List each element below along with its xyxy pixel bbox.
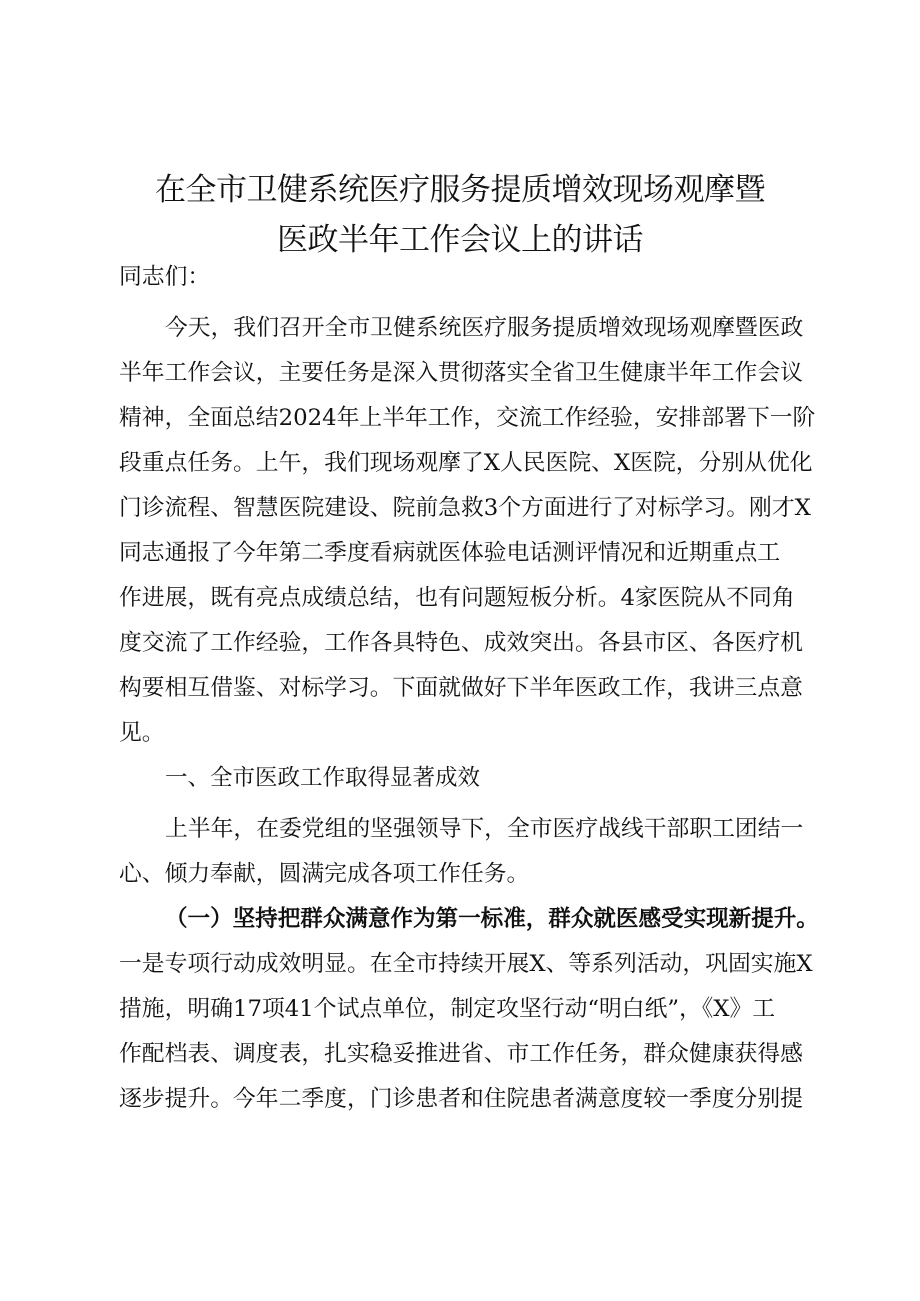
document-title-line-2: 医政半年工作会议上的讲话 [277,222,643,258]
paragraph-line: 心、倾力奉献，圆满完成各项工作任务。 [119,861,530,887]
paragraph-line: 措施，明确17项41个试点单位，制定攻坚行动“明白纸”，《X》工 [119,996,776,1022]
paragraph-line: 段重点任务。上午，我们现场观摩了X人民医院、X医院，分别从优化 [119,450,813,476]
paragraph-line: 度交流了工作经验，工作各具特色、成效突出。各县市区、各医疗机 [119,630,803,656]
paragraph-line: 半年工作会议，主要任务是深入贯彻落实全省卫生健康半年工作会议 [119,360,803,386]
paragraph-line: 一是专项行动成效明显。在全市持续开展X、等系列活动，巩固实施X [119,951,813,977]
paragraph-line: 同志通报了今年第二季度看病就医体验电话测评情况和近期重点工 [119,540,781,566]
salutation: 同志们： [119,264,211,290]
paragraph-line: 见。 [119,720,165,746]
paragraph-line: 构要相互借鉴、对标学习。下面就做好下半年医政工作，我讲三点意 [119,675,803,701]
paragraph-line: 精神，全面总结2024年上半年工作，交流工作经验，安排部署下一阶 [119,405,816,431]
paragraph-line: 今天，我们召开全市卫健系统医疗服务提质增效现场观摩暨医政 [165,315,804,341]
document-title-line-1: 在全市卫健系统医疗服务提质增效现场观摩暨 [155,172,765,208]
paragraph-line: 作配档表、调度表，扎实稳妥推进省、市工作任务，群众健康获得感 [119,1041,803,1067]
paragraph-line: 上半年，在委党组的坚强领导下，全市医疗战线干部职工团结一 [165,816,804,842]
paragraph-line: 门诊流程、智慧医院建设、院前急救3个方面进行了对标学习。刚才X [119,495,811,521]
subsection-heading-1: （一）坚持把群众满意作为第一标准，群众就医感受实现新提升。 [165,906,819,932]
paragraph-line: 逐步提升。今年二季度，门诊患者和住院患者满意度较一季度分别提 [119,1086,803,1112]
paragraph-line: 作进展，既有亮点成绩总结，也有问题短板分析。4家医院从不同角 [119,585,795,611]
section-heading-1: 一、全市医政工作取得显著成效 [165,765,481,791]
